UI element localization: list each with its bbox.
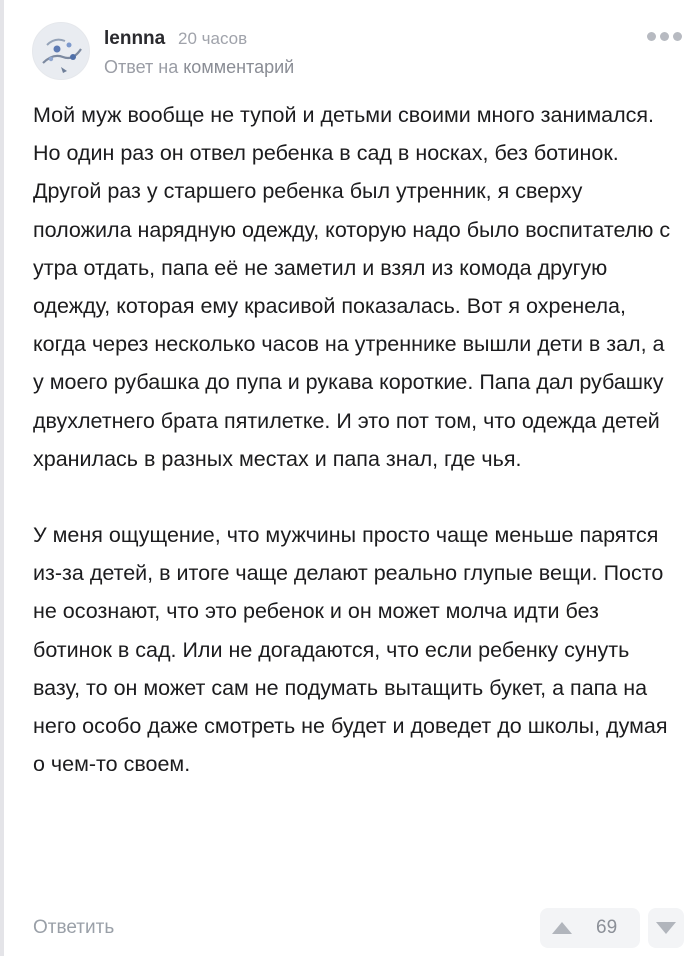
comment-paragraph-1: Мой муж вообще не тупой и детьми своими много занимался. Но один раз он отвел ребенка в сад в носках, без ботинок. Другой раз у старшего ребенка был утренник, я сверху положила нарядную одежду, которую надо было воспитателю с утра отдать, папа её не заметил и взял из комода другую одежду, которая ему красивой показалась. Вот я охренела, когда через несколько часов на утреннике вышли дети в зал, а у моего рубашка до пупа и рукава короткие. Папа дал рубашку двухлетнего брата пятилетке. И это пот том, что одежда детей хранилась в разных местах и папа знал, где чья.: [33, 103, 671, 471]
more-dots-icon: [647, 32, 682, 41]
upvote-button[interactable]: [540, 908, 584, 948]
downvote-button[interactable]: [648, 908, 684, 948]
comment-body: [33, 96, 673, 783]
triangle-down-icon: [655, 921, 677, 935]
comment-time[interactable]: 20 часов: [178, 29, 248, 48]
comment-paragraph-2: У меня ощущение, что мужчины просто чаще меньше парятся из-за детей, в итоге чаще делают реально глупые вещи. Посто не осознают, что это ребенок и он может молча идти без ботинок в сад. Или не догадаются, что если ребенку сунуть вазу, то он может сам не подумать вытащить букет, а папа на него особо даже смотреть не будет и доведет до школы, думая о чем-то своем.: [33, 523, 668, 777]
reply-link[interactable]: комментарий: [183, 57, 295, 77]
comment-header: [32, 22, 682, 84]
vote-box: [540, 908, 640, 948]
avatar[interactable]: [32, 22, 90, 80]
more-button[interactable]: [647, 32, 682, 41]
score: 69: [596, 917, 618, 938]
reply-button[interactable]: Ответить: [33, 917, 115, 938]
comment-footer: [33, 908, 684, 948]
reply-to: [104, 57, 294, 78]
author-name[interactable]: lennna: [104, 28, 166, 49]
reply-prefix: Ответ на: [104, 57, 179, 77]
thread-line: [0, 0, 4, 956]
avatar-image: [33, 23, 90, 80]
triangle-up-icon: [551, 921, 573, 935]
